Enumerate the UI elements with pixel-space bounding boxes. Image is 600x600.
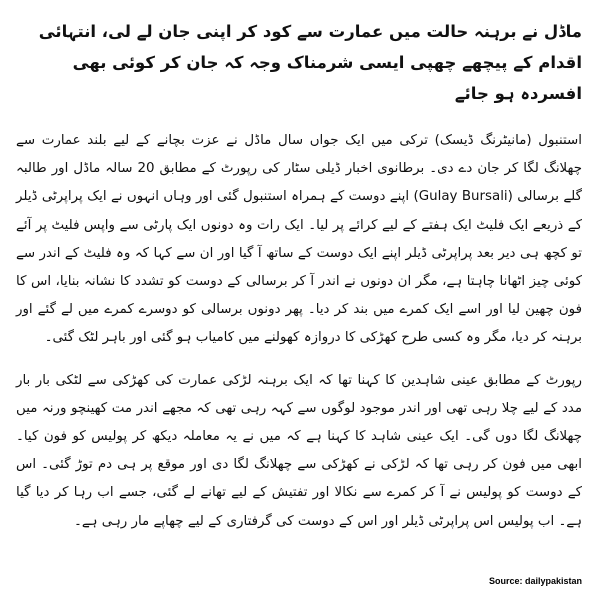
article-paragraph-2: رپورٹ کے مطابق عینی شاہدین کا کہنا تھا کہ ایک برہنہ لڑکی عمارت کی کھڑکی سے لٹکی بار بار مدد کے لیے چلا رہی تھی اور اندر موجود لوگوں سے کہہ رہی تھی کہ مجھے اندر مت کھینچو ورنہ میں چھلانگ لگا دوں گی۔ ایک عینی شاہد کا کہنا ہے کہ میں نے یہ معاملہ دیکھ کر پولیس کو فون کیا۔ ابھی میں فون کر رہی تھا کہ لڑکی نے کھڑکی سے چھلانگ لگا دی اور موقع پر ہی دم توڑ گئی۔ اس کے دوست کو پولیس نے آ کر کمرے سے نکالا اور تفتیش کے لیے تھانے لے گئی، جسے اب رہا کر دیا گیا ہے۔ اب پولیس اس پراپرٹی ڈیلر اور اس کے دوست کی گرفتاری کے لیے چھاپے مار رہی ہے۔ <box>16 372 582 529</box>
source-credit: Source: dailypakistan <box>488 576 582 586</box>
article-paragraph-1: استنبول (مانیٹرنگ ڈیسک) ترکی میں ایک جواں سال ماڈل نے عزت بچانے کے لیے بلند عمارت سے چھلانگ لگا کر جان دے دی۔ برطانوی اخبار ڈیلی سٹار کی رپورٹ کے مطابق 20 سالہ ماڈل اور طالبہ گلے برسالی (Gulay Bursali) اپنے دوست کے ہمراہ استنبول گئی اور وہاں انہوں نے ایک پراپرٹی ڈیلر کے ذریعے ایک فلیٹ ایک ہفتے کے لیے کرائے پر لیا۔ ایک رات وہ دونوں ایک پارٹی سے واپس فلیٹ پر آئے تو کچھ ہی دیر بعد پراپرٹی ڈیلر اپنے ایک دوست کے ساتھ آ گیا اور ان سے کہا کہ وہ فلیٹ کے اندر سے کوئی چیز اٹھانا چاہتا ہے، مگر ان دونوں نے اندر آ کر برسالی کے دوست کو تشدد کا نشانہ بنایا، اس کا فون چھین لیا اور اسے ایک کمرے میں بند کر دیا۔ پھر دونوں برسالی کو دوسرے کمرے میں لے گئے اور برہنہ کر دیا، مگر وہ کسی طرح کھڑکی کا دروازہ کھولنے میں کامیاب ہو گئی اور باہر لٹک گئی۔ <box>16 133 582 346</box>
article-headline: ماڈل نے برہنہ حالت میں عمارت سے کود کر اپنی جان لے لی، انتہائی اقدام کے پیچھے چھپی ایسی شرمناک وجہ کہ جان کر کوئی بھی افسردہ ہو جائے <box>38 22 582 103</box>
